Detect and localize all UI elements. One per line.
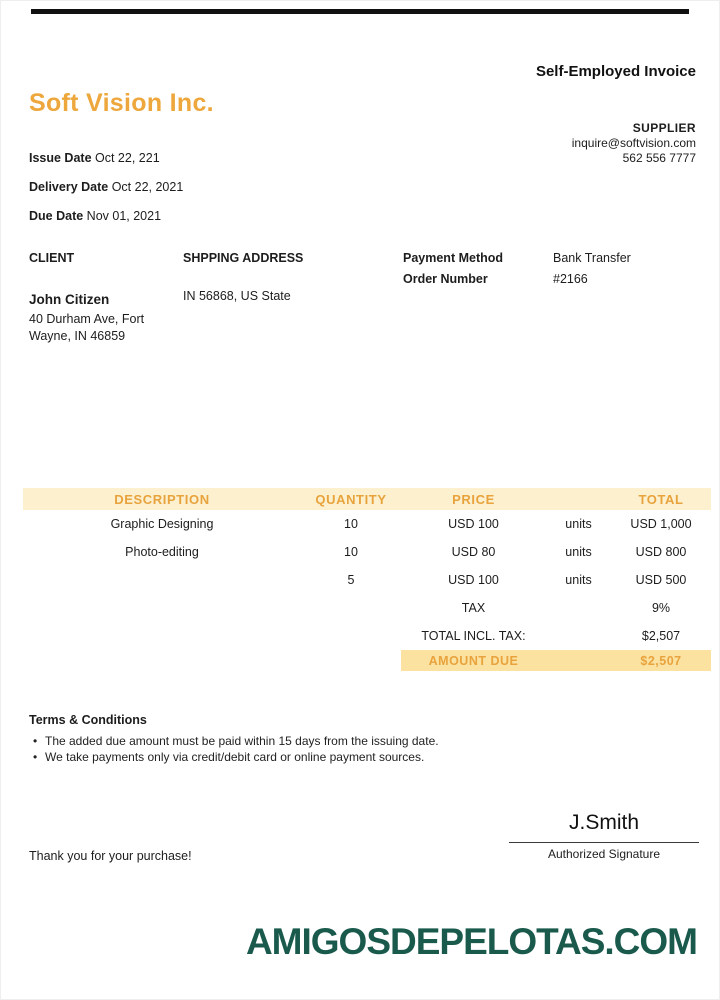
amount-due-label: AMOUNT DUE xyxy=(428,653,519,668)
order-number-label: Order Number xyxy=(403,272,488,286)
invoice-title: Self-Employed Invoice xyxy=(535,63,696,80)
signature-name: J.Smith xyxy=(509,811,699,843)
company-name: Soft Vision Inc. xyxy=(29,89,214,117)
total-incl-tax-value: $2,507 xyxy=(641,629,681,643)
table-row-price: USD 100 xyxy=(448,573,499,587)
client-address-line2: Wayne, IN 46859 xyxy=(29,329,126,343)
table-row-total: USD 800 xyxy=(635,545,687,559)
shipping-address-label: SHPPING ADDRESS xyxy=(183,251,304,265)
supplier-phone: 562 556 7777 xyxy=(622,151,696,165)
terms-list xyxy=(29,733,499,765)
shipping-address-value: IN 56868, US State xyxy=(183,289,291,303)
amount-due-row xyxy=(401,650,711,671)
payment-method-value: Bank Transfer xyxy=(553,251,631,265)
watermark-logo: AMIGOSDEPELOTAS.COM xyxy=(245,921,697,962)
invoice-table xyxy=(23,488,711,671)
table-row-units: units xyxy=(565,545,592,559)
issue-date-label: Issue Date xyxy=(29,151,92,165)
spacer xyxy=(23,594,301,622)
col-header-total: TOTAL xyxy=(611,488,711,510)
tax-label: TAX xyxy=(461,601,486,615)
thank-you-note: Thank you for your purchase! xyxy=(29,849,192,863)
table-row-description xyxy=(23,566,301,594)
signature-caption: Authorized Signature xyxy=(547,847,661,861)
terms-section xyxy=(29,713,499,765)
payment-method-label: Payment Method xyxy=(403,251,504,265)
delivery-date-label: Delivery Date xyxy=(29,180,109,194)
supplier-email: inquire@softvision.com xyxy=(571,136,696,150)
spacer xyxy=(546,622,611,650)
col-header-quantity: QUANTITY xyxy=(301,488,401,510)
delivery-date-value: Oct 22, 2021 xyxy=(111,180,184,194)
issue-date-value: Oct 22, 221 xyxy=(95,151,160,165)
table-row-units: units xyxy=(565,517,592,531)
due-date-label: Due Date xyxy=(29,209,84,223)
table-row-price: USD 80 xyxy=(451,545,496,559)
client-label: CLIENT xyxy=(29,251,75,265)
table-row-price: USD 100 xyxy=(448,517,499,531)
table-row-description: Graphic Designing xyxy=(110,517,214,531)
table-row-description: Photo-editing xyxy=(125,545,199,559)
spacer xyxy=(301,594,401,622)
issue-date-line xyxy=(29,151,183,180)
table-row-total: USD 500 xyxy=(635,573,687,587)
terms-item: • We take payments only via credit/debit card or online payment sources. xyxy=(29,749,499,765)
due-date-value: Nov 01, 2021 xyxy=(86,209,162,223)
client-name: John Citizen xyxy=(29,292,110,307)
delivery-date-line xyxy=(29,180,183,209)
spacer xyxy=(546,650,611,671)
order-number-value: #2166 xyxy=(553,272,588,286)
table-row-total: USD 1,000 xyxy=(630,517,692,531)
client-address xyxy=(29,311,144,345)
dates-block xyxy=(29,151,183,238)
table-row-units: units xyxy=(565,573,592,587)
supplier-block xyxy=(572,121,696,166)
table-row-quantity: 10 xyxy=(344,517,358,531)
due-date-line xyxy=(29,209,183,238)
tax-value: 9% xyxy=(651,601,671,615)
table-row-quantity: 10 xyxy=(344,545,358,559)
signature-block xyxy=(509,811,699,861)
top-divider-bar xyxy=(31,9,689,14)
spacer xyxy=(23,622,301,650)
amount-due-value: $2,507 xyxy=(640,653,682,668)
client-address-line1: 40 Durham Ave, Fort xyxy=(29,312,145,326)
spacer xyxy=(546,594,611,622)
col-header-price: PRICE xyxy=(401,488,546,510)
terms-title: Terms & Conditions xyxy=(29,713,147,727)
col-header-description: DESCRIPTION xyxy=(23,488,301,510)
col-header-units-spacer xyxy=(546,488,611,510)
total-incl-tax-label: TOTAL INCL. TAX: xyxy=(421,629,526,643)
supplier-label: SUPPLIER xyxy=(632,121,696,135)
table-row-quantity: 5 xyxy=(347,573,355,587)
terms-item: • The added due amount must be paid within 15 days from the issuing date. xyxy=(29,733,499,749)
spacer xyxy=(301,622,401,650)
